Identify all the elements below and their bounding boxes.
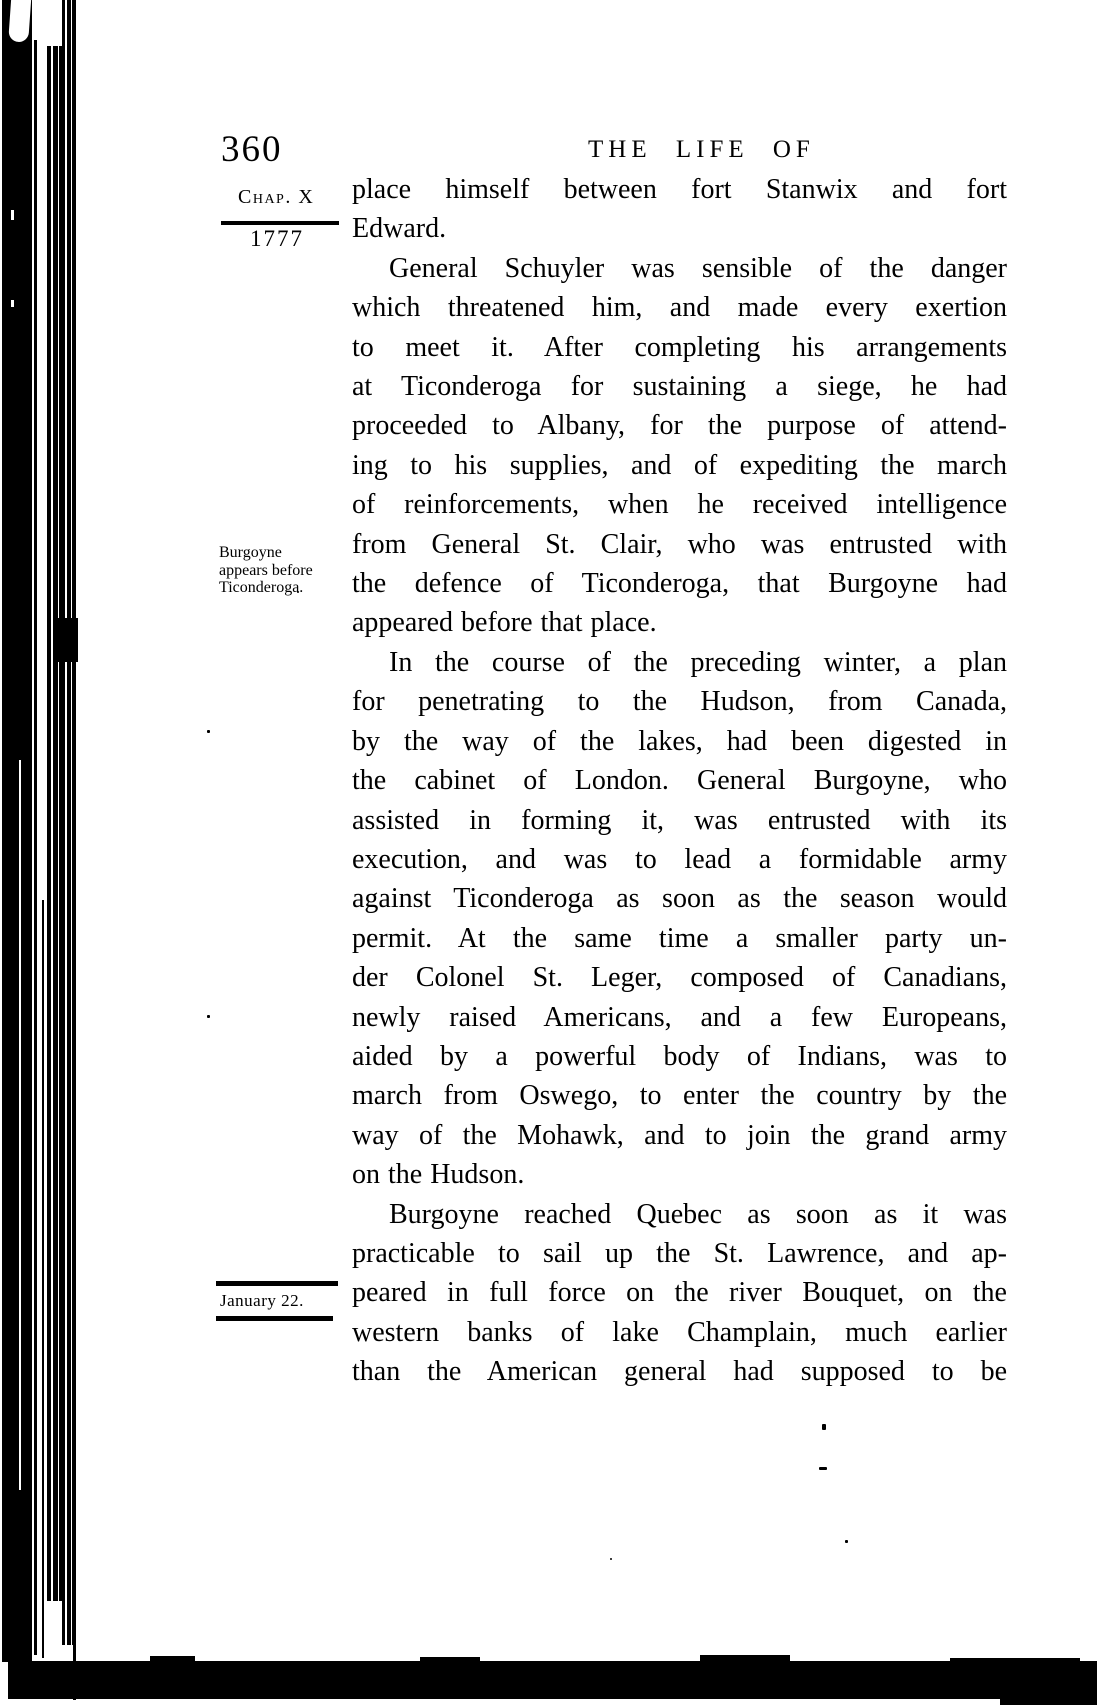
text-line: the defence of Ticonderoga, that Burgoyne had: [352, 568, 1007, 600]
binding-white-dot: [11, 300, 14, 307]
text-line: execution, and was to lead a formidable army: [352, 843, 1007, 875]
text-line: by the way of the lakes, had been digested in: [352, 725, 1007, 757]
text-line: practicable to sail up the St. Lawrence, and ap-: [352, 1237, 1007, 1269]
text-line: newly raised Americans, and a few Europeans,: [352, 1001, 1007, 1033]
text-line: Burgoyne reached Quebec as soon as it was: [389, 1198, 1007, 1230]
binding-thin-line: [73, 0, 76, 1700]
body-text: [352, 170, 1007, 1392]
text-line: on the Hudson.: [352, 1159, 525, 1191]
text-line: appeared before that place.: [352, 607, 657, 639]
text-line: In the course of the preceding winter, a plan: [389, 646, 1007, 678]
scan-band-ragged-edge: [700, 1655, 790, 1662]
page-number: 360: [221, 129, 283, 170]
ink-speck: [610, 1558, 612, 1560]
margin-note-rule-top: [216, 1281, 338, 1286]
binding-white-dot: [11, 210, 14, 220]
binding-thin-line: [34, 40, 37, 1655]
margin-note-january: January 22.: [220, 1291, 304, 1310]
chapter-label: Chap. X: [238, 186, 315, 208]
text-line: at Ticonderoga for sustaining a siege, he had: [352, 371, 1007, 403]
text-line: proceeded to Albany, for the purpose of attend-: [352, 410, 1007, 442]
scan-band-ragged-edge: [150, 1656, 195, 1662]
text-line: from General St. Clair, who was entrusted with: [352, 528, 1007, 560]
ink-speck: [207, 730, 210, 733]
bottom-scan-band: [8, 1661, 1097, 1699]
text-line: place himself between fort Stanwix and fort: [352, 174, 1007, 205]
running-title: THE LIFE OF: [588, 136, 815, 163]
binding-thin-line: [42, 900, 44, 1658]
text-line: the cabinet of London. General Burgoyne, who: [352, 765, 1007, 797]
text-line: than the American general had supposed to be: [352, 1356, 1007, 1388]
text-line: western banks of lake Champlain, much earlier: [352, 1316, 1007, 1348]
binding-streaked-strip: [47, 46, 62, 1601]
chapter-rule: [221, 221, 339, 225]
margin-note-burgoyne: Burgoyne appears before Ticonderoga.: [219, 544, 313, 596]
text-line: General Schuyler was sensible of the danger: [389, 252, 1007, 284]
binding-white-streak: [19, 760, 21, 1490]
text-line: permit. At the same time a smaller party un-: [352, 922, 1007, 954]
text-line: aided by a powerful body of Indians, was to: [352, 1040, 1007, 1072]
ink-speck: [822, 1424, 826, 1430]
text-line: which threatened him, and made every exertion: [352, 292, 1007, 324]
ink-speck: [819, 1467, 827, 1470]
text-line: Edward.: [352, 213, 447, 245]
binding-white-notch: [8, 0, 32, 43]
text-line: against Ticonderoga as soon as the season would: [352, 883, 1007, 915]
year-label: 1777: [250, 226, 304, 251]
text-line: peared in full force on the river Bouquet, on the: [352, 1277, 1007, 1309]
text-line: for penetrating to the Hudson, from Canada,: [352, 686, 1007, 718]
binding-shadow-strip: [2, 0, 32, 1662]
text-line: of reinforcements, when he received intelligence: [352, 489, 1007, 521]
text-line: der Colonel St. Leger, composed of Canadians,: [352, 962, 1007, 994]
scan-band-ragged-edge: [420, 1657, 480, 1662]
ink-speck: [207, 1015, 210, 1018]
text-line: assisted in forming it, was entrusted with its: [352, 804, 1007, 836]
text-line: ing to his supplies, and of expediting the march: [352, 449, 1007, 481]
bottom-scan-band-tail: [1000, 1698, 1097, 1705]
scan-band-ragged-edge: [950, 1658, 1080, 1662]
margin-note-rule-bottom: [216, 1316, 333, 1321]
text-line: march from Oswego, to enter the country by the: [352, 1080, 1007, 1112]
ink-speck: [845, 1540, 848, 1543]
text-line: to meet it. After completing his arrangements: [352, 331, 1007, 363]
text-line: way of the Mohawk, and to join the grand army: [352, 1119, 1007, 1151]
